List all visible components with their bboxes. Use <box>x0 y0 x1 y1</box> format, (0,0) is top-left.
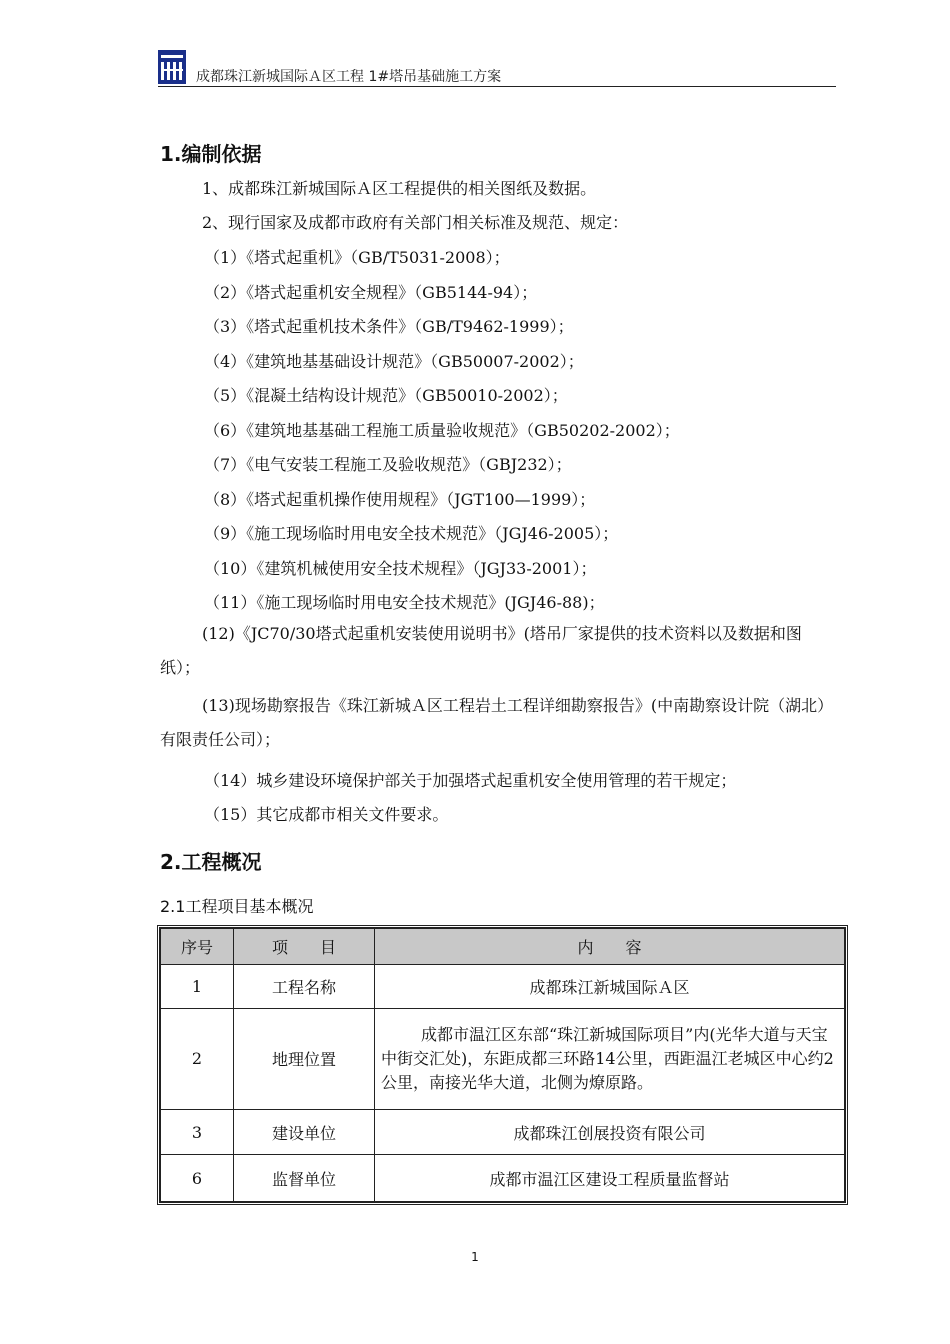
project-overview-table <box>157 925 848 1205</box>
cell-content: 成都珠江创展投资有限公司 <box>375 1109 845 1155</box>
header-cell-index: 序号 <box>161 929 234 965</box>
cell-index: 1 <box>161 965 234 1008</box>
section2-heading: 2.工程概况 <box>160 850 262 874</box>
cell-content: 成都市温江区东部“珠江新城国际项目”内(光华大道与天宝中街交汇处)，东距成都三环路14公里，西距温江老城区中心约2公里，南接光华大道，北侧为燎原路。 <box>375 1008 845 1109</box>
cell-item: 地理位置 <box>234 1008 375 1109</box>
ref-item-11: （11）《施工现场临时用电安全技术规范》(JGJ46-88)； <box>204 593 605 612</box>
cell-index: 6 <box>161 1155 234 1202</box>
basis-para-2: 2、现行国家及成都市政府有关部门相关标准及规范、规定： <box>202 213 629 232</box>
table-row <box>161 965 845 1008</box>
header-title: 成都珠江新城国际Ａ区工程 1#塔吊基础施工方案 <box>196 69 502 85</box>
header-cell-content: 内 容 <box>375 929 845 965</box>
ref-item-4: （4）《建筑地基基础设计规范》（GB50007-2002）； <box>204 352 584 371</box>
ref-item-7: （7）《电气安装工程施工及验收规范》（GBJ232）； <box>204 455 572 474</box>
table-header-row <box>161 929 845 965</box>
table-row <box>161 1109 845 1155</box>
ref-item-2: （2）《塔式起重机安全规程》（GB5144-94）； <box>204 283 538 302</box>
cell-item: 工程名称 <box>234 965 375 1008</box>
cell-index: 2 <box>161 1008 234 1109</box>
ref-item-6: （6）《建筑地基基础工程施工质量验收规范》（GB50202-2002）； <box>204 421 680 440</box>
section1-heading: 1.编制依据 <box>160 142 262 166</box>
cell-index: 3 <box>161 1109 234 1155</box>
cell-content: 成都珠江新城国际Ａ区 <box>375 965 845 1008</box>
table-row <box>161 1008 845 1109</box>
cell-item: 监督单位 <box>234 1155 375 1202</box>
basis-para-1: 1、成都珠江新城国际Ａ区工程提供的相关图纸及数据。 <box>202 179 597 198</box>
header-cell-item: 项 目 <box>234 929 375 965</box>
ref-item-9: （9）《施工现场临时用电安全技术规范》（JGJ46-2005）； <box>204 524 619 543</box>
header-rule <box>158 86 836 87</box>
table-row <box>161 1155 845 1202</box>
ref-item-1: （1）《塔式起重机》（GB/T5031-2008）； <box>204 248 510 267</box>
page-number: 1 <box>471 1250 479 1264</box>
ref-item-5: （5）《混凝土结构设计规范》（GB50010-2002）； <box>204 386 568 405</box>
ref-item-12: (12)《JC70/30塔式起重机安装使用说明书》(塔吊厂家提供的技术资料以及数据和图纸）； <box>160 624 802 677</box>
cell-content: 成都市温江区建设工程质量监督站 <box>375 1155 845 1202</box>
section2-subheading: 2.1工程项目基本概况 <box>160 897 314 916</box>
ref-item-14: （14）城乡建设环境保护部关于加强塔式起重机安全使用管理的若干规定； <box>204 771 737 790</box>
ref-item-13: (13)现场勘察报告《珠江新城Ａ区工程岩土工程详细勘察报告》(中南勘察设计院（湖北）有限责任公司）； <box>160 696 834 749</box>
ref-item-15: （15）其它成都市相关文件要求。 <box>204 805 449 824</box>
cell-item: 建设单位 <box>234 1109 375 1155</box>
ref-item-8: （8）《塔式起重机操作使用规程》（JGT100—1999）； <box>204 490 596 509</box>
ref-item-10: （10）《建筑机械使用安全技术规程》（JGJ33-2001）； <box>204 559 597 578</box>
company-logo <box>158 50 186 84</box>
ref-item-3: （3）《塔式起重机技术条件》（GB/T9462-1999）； <box>204 317 574 336</box>
